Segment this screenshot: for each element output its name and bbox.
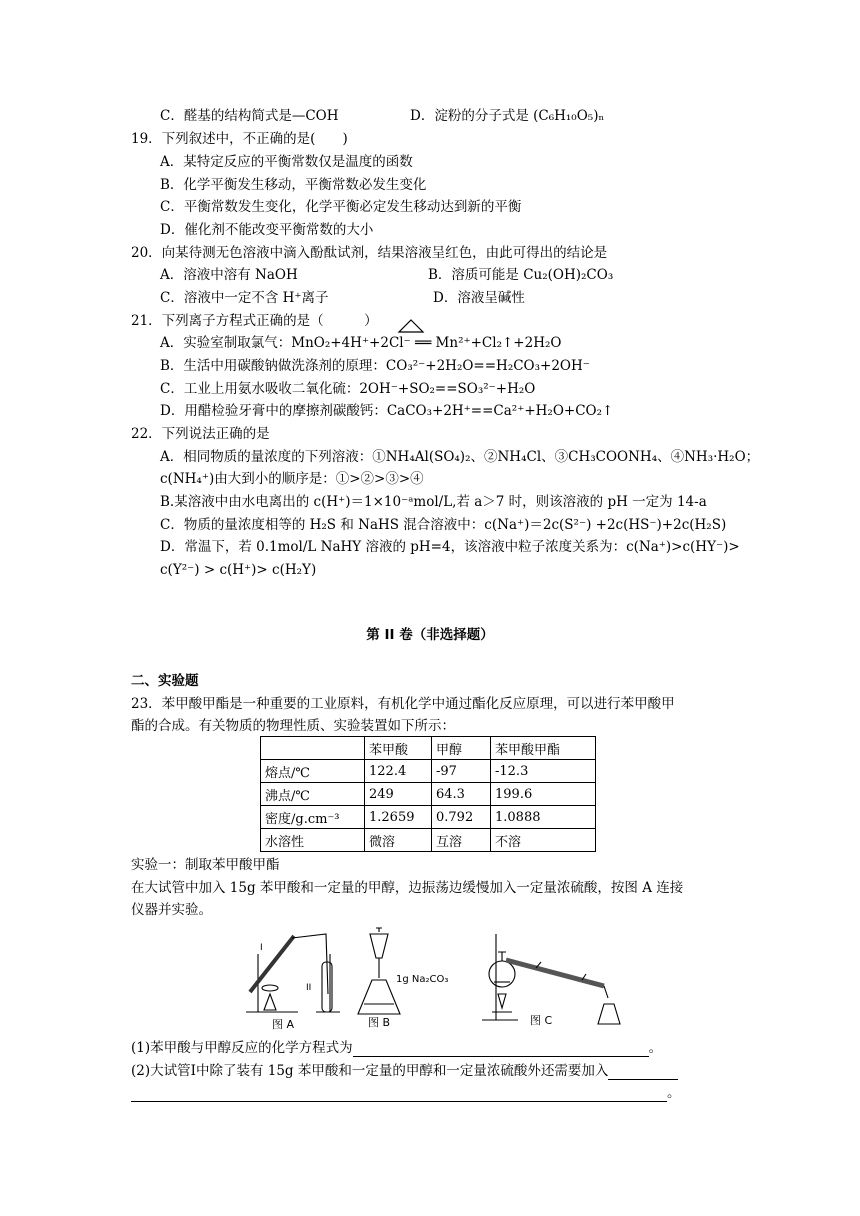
fig-c-label: 图 C [530, 1014, 553, 1027]
fig-b-label: 图 B [368, 1016, 391, 1029]
table-header-cell [261, 737, 365, 760]
q22-option-a-line2: c(NH₄⁺)由大到小的顺序是：①>②>③>④ [160, 471, 424, 487]
q23-sub2-end: 。 [667, 1085, 681, 1101]
q23-stem-line1: 23．苯甲酸甲酯是一种重要的工业原料，有机化学中通过酯化反应原理，可以进行苯甲酸甲 [131, 696, 675, 712]
table-cell: -97 [432, 760, 491, 783]
table-cell: 1.0888 [491, 806, 596, 829]
answer-blank-2[interactable] [608, 1065, 678, 1080]
table-cell: -12.3 [491, 760, 596, 783]
part2-title: 第 II 卷（非选择题） [366, 627, 494, 643]
q21-option-c: C．工业上用氨水吸收二氧化硫：2OH⁻+SO₂==SO₃²⁻+H₂O [160, 381, 536, 397]
fig-a-label: 图 A [272, 1018, 295, 1030]
table-cell: 密度/g.cm⁻³ [261, 806, 365, 829]
label-tube-ii: II [306, 983, 312, 993]
q22-option-a-line1: A．相同物质的量浓度的下列溶液：①NH₄Al(SO₄)₂、②NH₄Cl、③CH₃COONH₄、④NH₃·H₂O； [160, 449, 760, 465]
q23-sub2-text: (2)大试管Ⅰ中除了装有 15g 苯甲酸和一定量的甲醇和一定量浓硫酸外还需要加入 [131, 1063, 609, 1079]
q20-option-c: C．溶液中一定不含 H⁺离子 [160, 290, 329, 306]
table-cell: 沸点/℃ [261, 783, 365, 806]
table-cell: 熔点/℃ [261, 760, 365, 783]
table-row [261, 783, 596, 806]
table-row [261, 829, 596, 852]
table-cell: 64.3 [432, 783, 491, 806]
q22-option-b: B.某溶液中由水电离出的 c(H⁺)＝1×10⁻ᵃmol/L,若 a＞7 时，则该溶液的 pH 一定为 14-a [160, 494, 707, 510]
apparatus-figures [236, 924, 656, 1030]
q21-stem: 21．下列离子方程式正确的是（ ） [131, 313, 378, 329]
q18-option-c: C．醛基的结构简式是—COH [160, 108, 339, 124]
q19-option-d: D．催化剂不能改变平衡常数的大小 [160, 222, 374, 238]
table-cell: 0.792 [432, 806, 491, 829]
table-cell: 199.6 [491, 783, 596, 806]
exp1-text-line1: 在大试管中加入 15g 苯甲酸和一定量的甲醇，边振荡边缓慢加入一定量浓硫酸，按图 A 连接 [131, 880, 684, 896]
table-cell: 水溶性 [261, 829, 365, 852]
q22-option-d-line1: D．常温下，若 0.1mol/L NaHY 溶液的 pH=4，该溶液中粒子浓度关系为：c(Na⁺)>c(HY⁻)> [160, 539, 740, 555]
exp1-title: 实验一：制取苯甲酸甲酯 [131, 857, 280, 873]
q23-sub1-end: 。 [648, 1040, 663, 1056]
table-row [261, 760, 596, 783]
label-na2co3: 1g Na₂CO₃ [396, 974, 449, 985]
label-tube-i: I [260, 943, 263, 953]
q20-option-a: A．溶液中溶有 NaOH [160, 267, 298, 283]
q20-stem: 20．向某待测无色溶液中滴入酚酞试剂，结果溶液呈红色，由此可得出的结论是 [131, 245, 608, 261]
table-header-cell: 苯甲酸 [365, 737, 432, 760]
q19-option-a: A．某特定反应的平衡常数仅是温度的函数 [160, 154, 413, 170]
q23-sub1-text: (1)苯甲酸与甲醇反应的化学方程式为 [131, 1040, 353, 1056]
table-cell: 122.4 [365, 760, 432, 783]
answer-blank-1[interactable] [353, 1042, 649, 1057]
q21-option-a: A．实验室制取氯气：MnO₂+4H⁺+2Cl⁻ ══ Mn²⁺+Cl₂↑+2H₂O [160, 335, 562, 351]
answer-blank-2b[interactable] [131, 1087, 667, 1102]
q18-option-d: D．淀粉的分子式是 (C₆H₁₀O₅)ₙ [410, 108, 605, 124]
table-row [261, 806, 596, 829]
q20-option-b: B．溶质可能是 Cu₂(OH)₂CO₃ [428, 267, 614, 283]
q22-option-c: C．物质的量浓度相等的 H₂S 和 NaHS 混合溶液中：c(Na⁺)＝2c(S²⁻) +2c(HS⁻)+2c(H₂S) [160, 517, 727, 533]
q19-option-b: B．化学平衡发生移动，平衡常数必发生变化 [160, 177, 427, 193]
table-header-cell: 苯甲酸甲酯 [491, 737, 596, 760]
table-header-cell: 甲醇 [432, 737, 491, 760]
q19-option-c: C．平衡常数发生变化，化学平衡必定发生移动达到新的平衡 [160, 199, 522, 215]
q21-option-d: D．用醋检验牙膏中的摩擦剂碳酸钙：CaCO₃+2H⁺==Ca²⁺+H₂O+CO₂↑ [160, 403, 614, 419]
q21-option-b: B．生活中用碳酸钠做洗涤剂的原理：CO₃²⁻+2H₂O==H₂CO₃+2OH⁻ [160, 358, 590, 374]
q23-sub2-line2 [131, 1084, 681, 1102]
heating-triangle-icon [396, 319, 426, 335]
q19-stem: 19．下列叙述中，不正确的是( ) [131, 131, 348, 147]
properties-table [260, 736, 596, 852]
exp1-text-line2: 仪器并实验。 [131, 902, 212, 918]
table-cell: 微溶 [365, 829, 432, 852]
q23-sub2 [131, 1062, 678, 1080]
section-title: 二、实验题 [131, 673, 199, 689]
table-cell: 1.2659 [365, 806, 432, 829]
q22-option-d-line2: c(Y²⁻) > c(H⁺)> c(H₂Y) [160, 562, 317, 578]
q23-stem-line2: 酯的合成。有关物质的物理性质、实验装置如下所示： [131, 718, 455, 734]
table-header-row [261, 737, 596, 760]
q22-stem: 22．下列说法正确的是 [131, 426, 270, 442]
table-cell: 249 [365, 783, 432, 806]
q20-option-d: D．溶液呈碱性 [433, 290, 525, 306]
table-cell: 互溶 [432, 829, 491, 852]
table-cell: 不溶 [491, 829, 596, 852]
q23-sub1 [131, 1039, 662, 1057]
